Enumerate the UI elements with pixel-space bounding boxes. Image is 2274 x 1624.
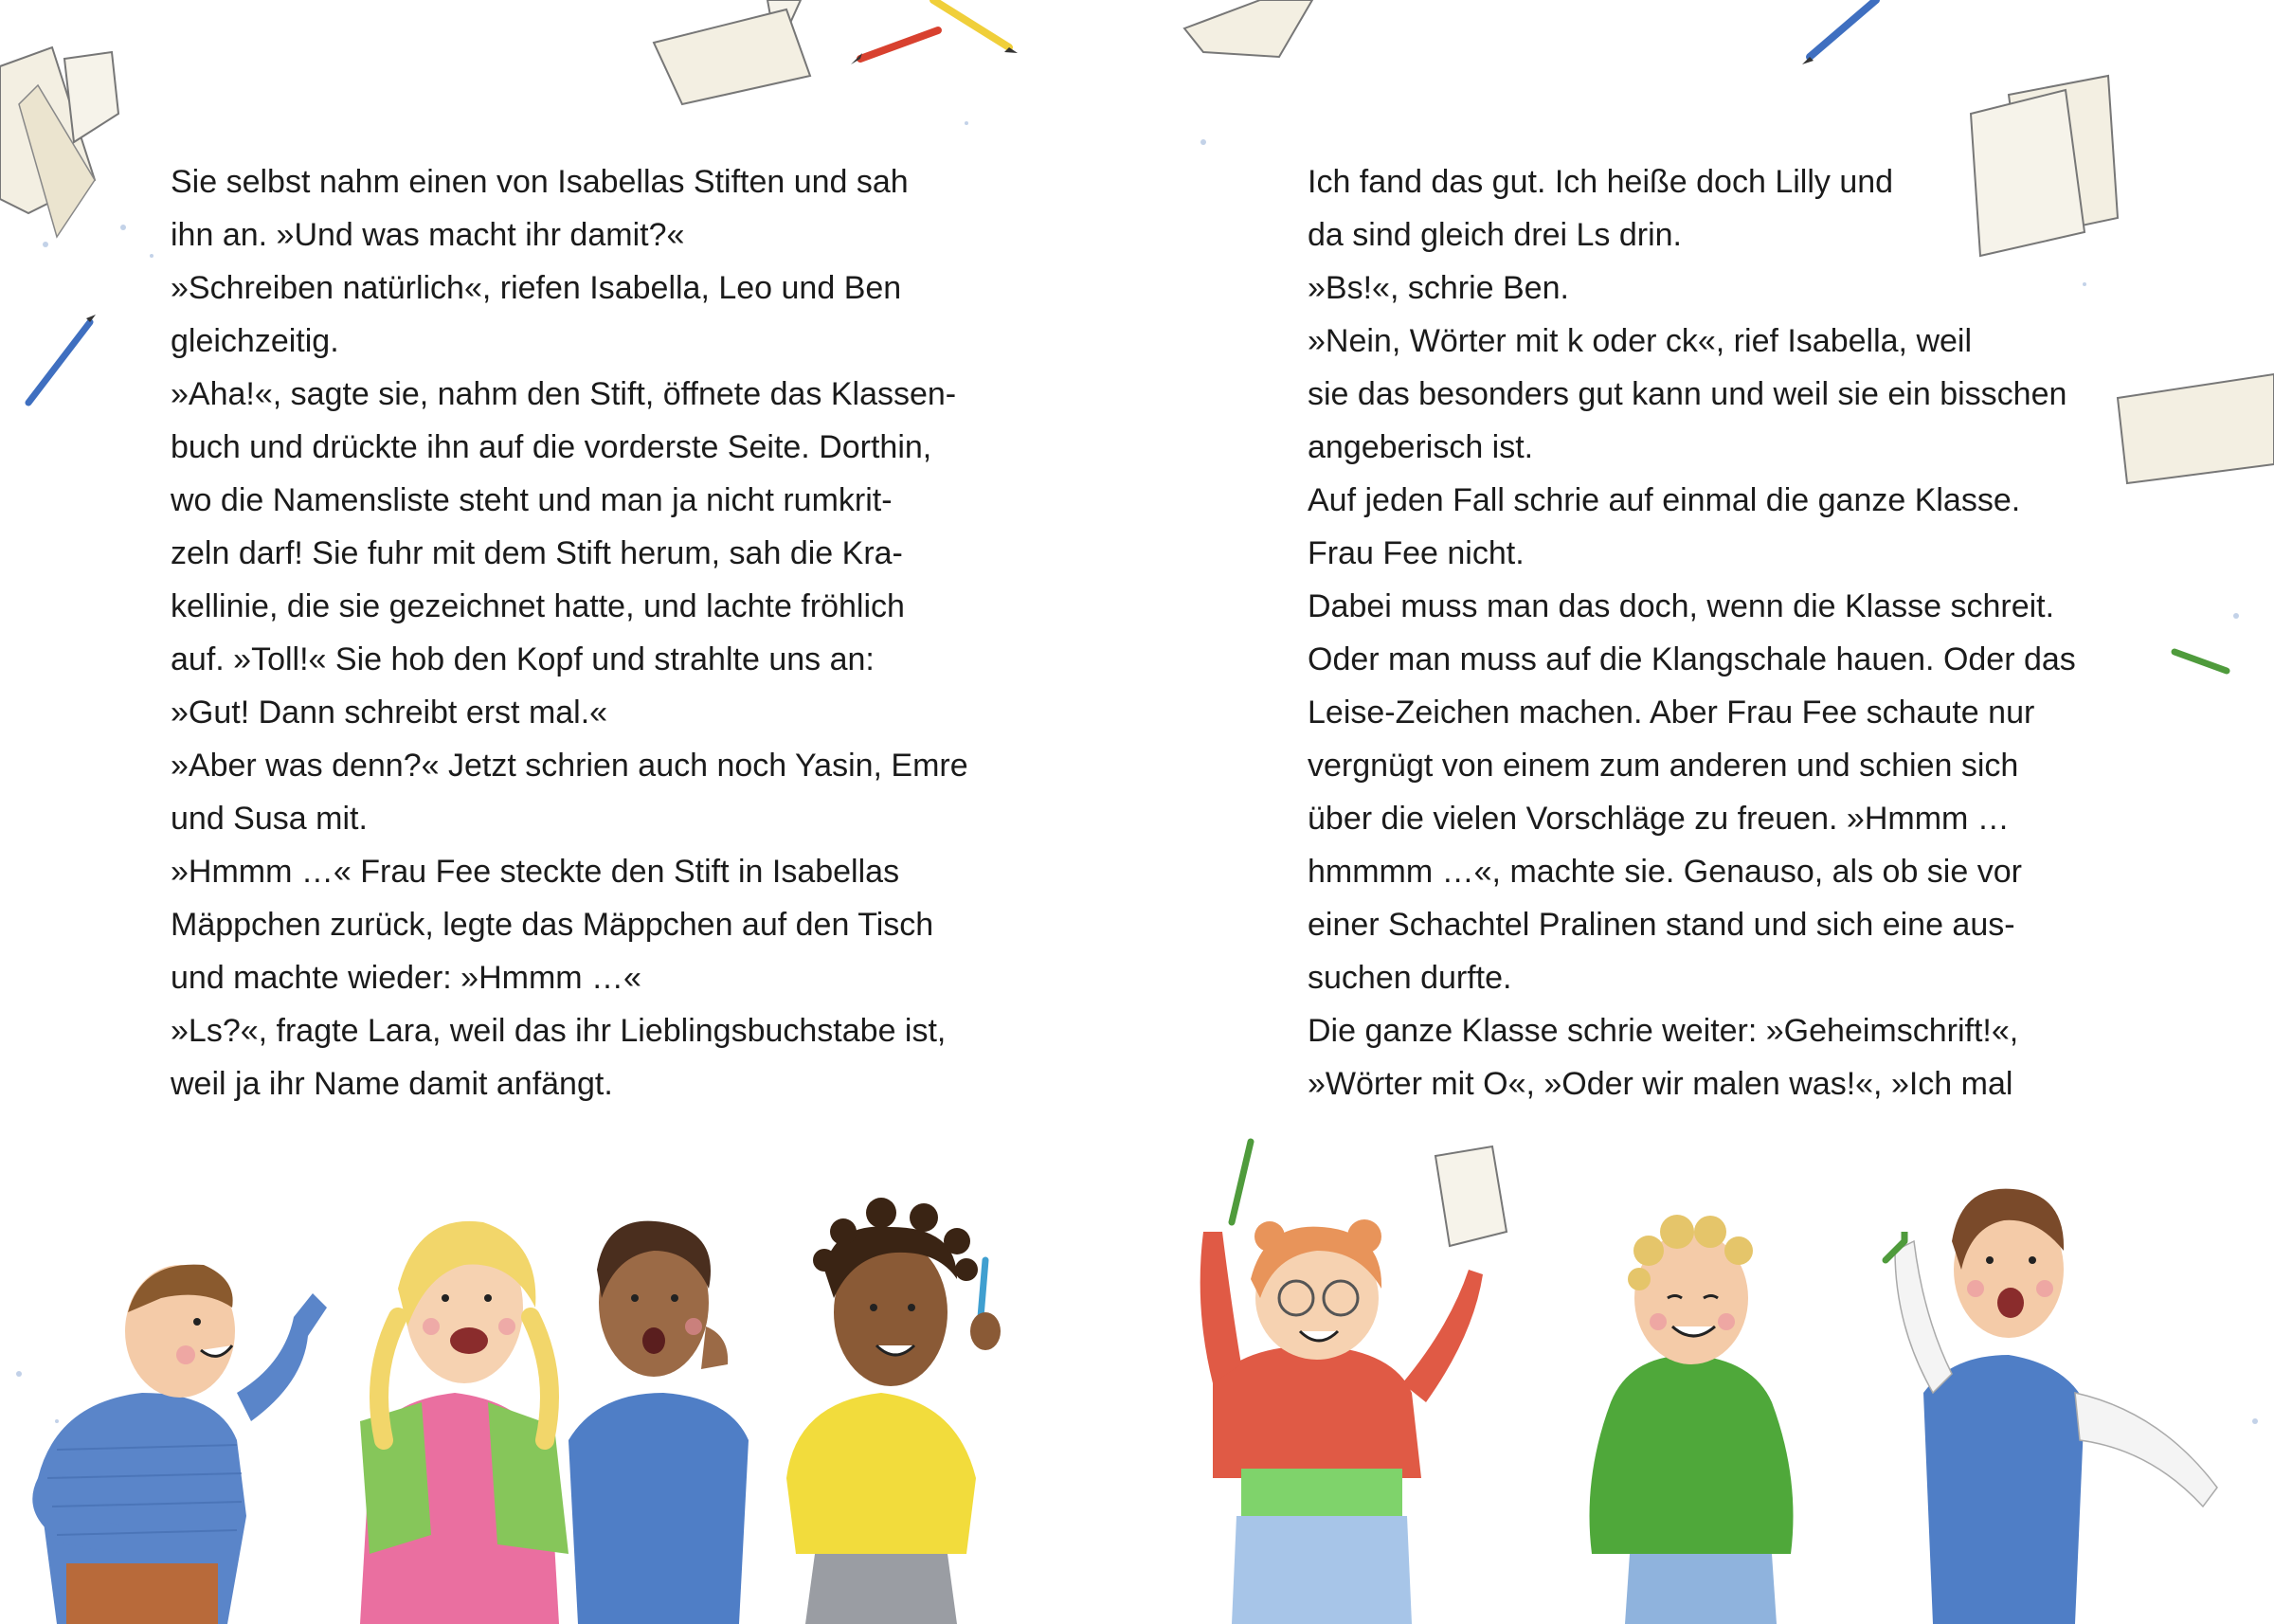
girl-red-hoodie-illustration — [1200, 1142, 1507, 1624]
text-line: Mäppchen zurück, legte das Mäppchen auf den Tisch — [171, 907, 934, 943]
text-line: auf. »Toll!« Sie hob den Kopf und strahlte uns an: — [171, 641, 875, 677]
text-line: Ich fand das gut. Ich heiße doch Lilly und — [1308, 164, 1894, 200]
text-line: »Hmmm …« Frau Fee steckte den Stift in Isabellas — [171, 854, 900, 890]
boy-green-sweater-illustration — [1590, 1215, 1794, 1624]
text-line: »Aha!«, sagte sie, nahm den Stift, öffnete das Klassen- — [171, 376, 957, 412]
text-line: Sie selbst nahm einen von Isabellas Stiften und sah — [171, 164, 909, 200]
text-line: Dabei muss man das doch, wenn die Klasse schreit. — [1308, 588, 2055, 624]
girl-green-vest-illustration — [360, 1221, 568, 1624]
text-line: vergnügt von einem zum anderen und schien sich — [1308, 748, 2019, 784]
green-pencil-icon — [2175, 652, 2227, 671]
text-line: »Schreiben natürlich«, riefen Isabella, Leo und Ben — [171, 270, 902, 306]
boy-blue-sweater-illustration — [32, 1265, 327, 1624]
text-line: über die vielen Vorschläge zu freuen. »Hmmm … — [1308, 801, 2010, 837]
text-line: Die ganze Klasse schrie weiter: »Geheimschrift!«, — [1308, 1013, 2019, 1049]
left-page-text — [171, 155, 968, 1110]
text-line: »Gut! Dann schreibt erst mal.« — [171, 695, 608, 731]
blue-pencil-icon — [1802, 0, 1876, 64]
text-line: Oder man muss auf die Klangschale hauen. Oder das — [1308, 641, 2076, 677]
text-line: »Aber was denn?« Jetzt schrien auch noch Yasin, Emre — [171, 748, 968, 784]
text-line: weil ja ihr Name damit anfängt. — [171, 1066, 613, 1102]
text-line: einer Schachtel Pralinen stand und sich eine aus- — [1308, 907, 2015, 943]
yellow-pencil-icon — [933, 0, 1018, 53]
text-line: zeln darf! Sie fuhr mit dem Stift herum, sah die Kra- — [171, 535, 903, 571]
text-line: und Susa mit. — [171, 801, 368, 837]
text-line: wo die Namensliste steht und man ja nicht rumkrit- — [171, 482, 893, 518]
text-line: suchen durfte. — [1308, 960, 1512, 996]
text-line: angeberisch ist. — [1308, 429, 1534, 465]
text-line: buch und drückte ihn auf die vorderste Seite. Dorthin, — [171, 429, 932, 465]
text-line: kellinie, die sie gezeichnet hatte, und lachte fröhlich — [171, 588, 905, 624]
text-line: sie das besonders gut kann und weil sie ein bisschen — [1308, 376, 2067, 412]
text-line: und machte wieder: »Hmmm …« — [171, 960, 641, 996]
text-line: Auf jeden Fall schrie auf einmal die ganze Klasse. — [1308, 482, 2021, 518]
right-page — [1137, 0, 2274, 1624]
text-line: ihn an. »Und was macht ihr damit?« — [171, 217, 685, 253]
girl-yellow-sweater-illustration — [786, 1198, 1001, 1624]
red-pencil-icon — [851, 30, 938, 64]
text-line: Leise-Zeichen machen. Aber Frau Fee schaute nur — [1308, 695, 2035, 731]
text-line: »Bs!«, schrie Ben. — [1308, 270, 1569, 306]
text-line: »Nein, Wörter mit k oder ck«, rief Isabella, weil — [1308, 323, 1973, 359]
blue-pencil-icon — [28, 315, 96, 403]
text-line: »Ls?«, fragte Lara, weil das ihr Lieblingsbuchstabe ist, — [171, 1013, 947, 1049]
boy-raglan-shirt-illustration — [1886, 1189, 2217, 1624]
text-line: da sind gleich drei Ls drin. — [1308, 217, 1683, 253]
text-line: Frau Fee nicht. — [1308, 535, 1525, 571]
boy-blue-tshirt-illustration — [568, 1221, 749, 1624]
text-line: »Wörter mit O«, »Oder wir malen was!«, »Ich mal — [1308, 1066, 2013, 1102]
text-line: hmmmm …«, machte sie. Genauso, als ob sie vor — [1308, 854, 2022, 890]
right-page-text — [1308, 155, 2076, 1110]
text-line: gleichzeitig. — [171, 323, 339, 359]
